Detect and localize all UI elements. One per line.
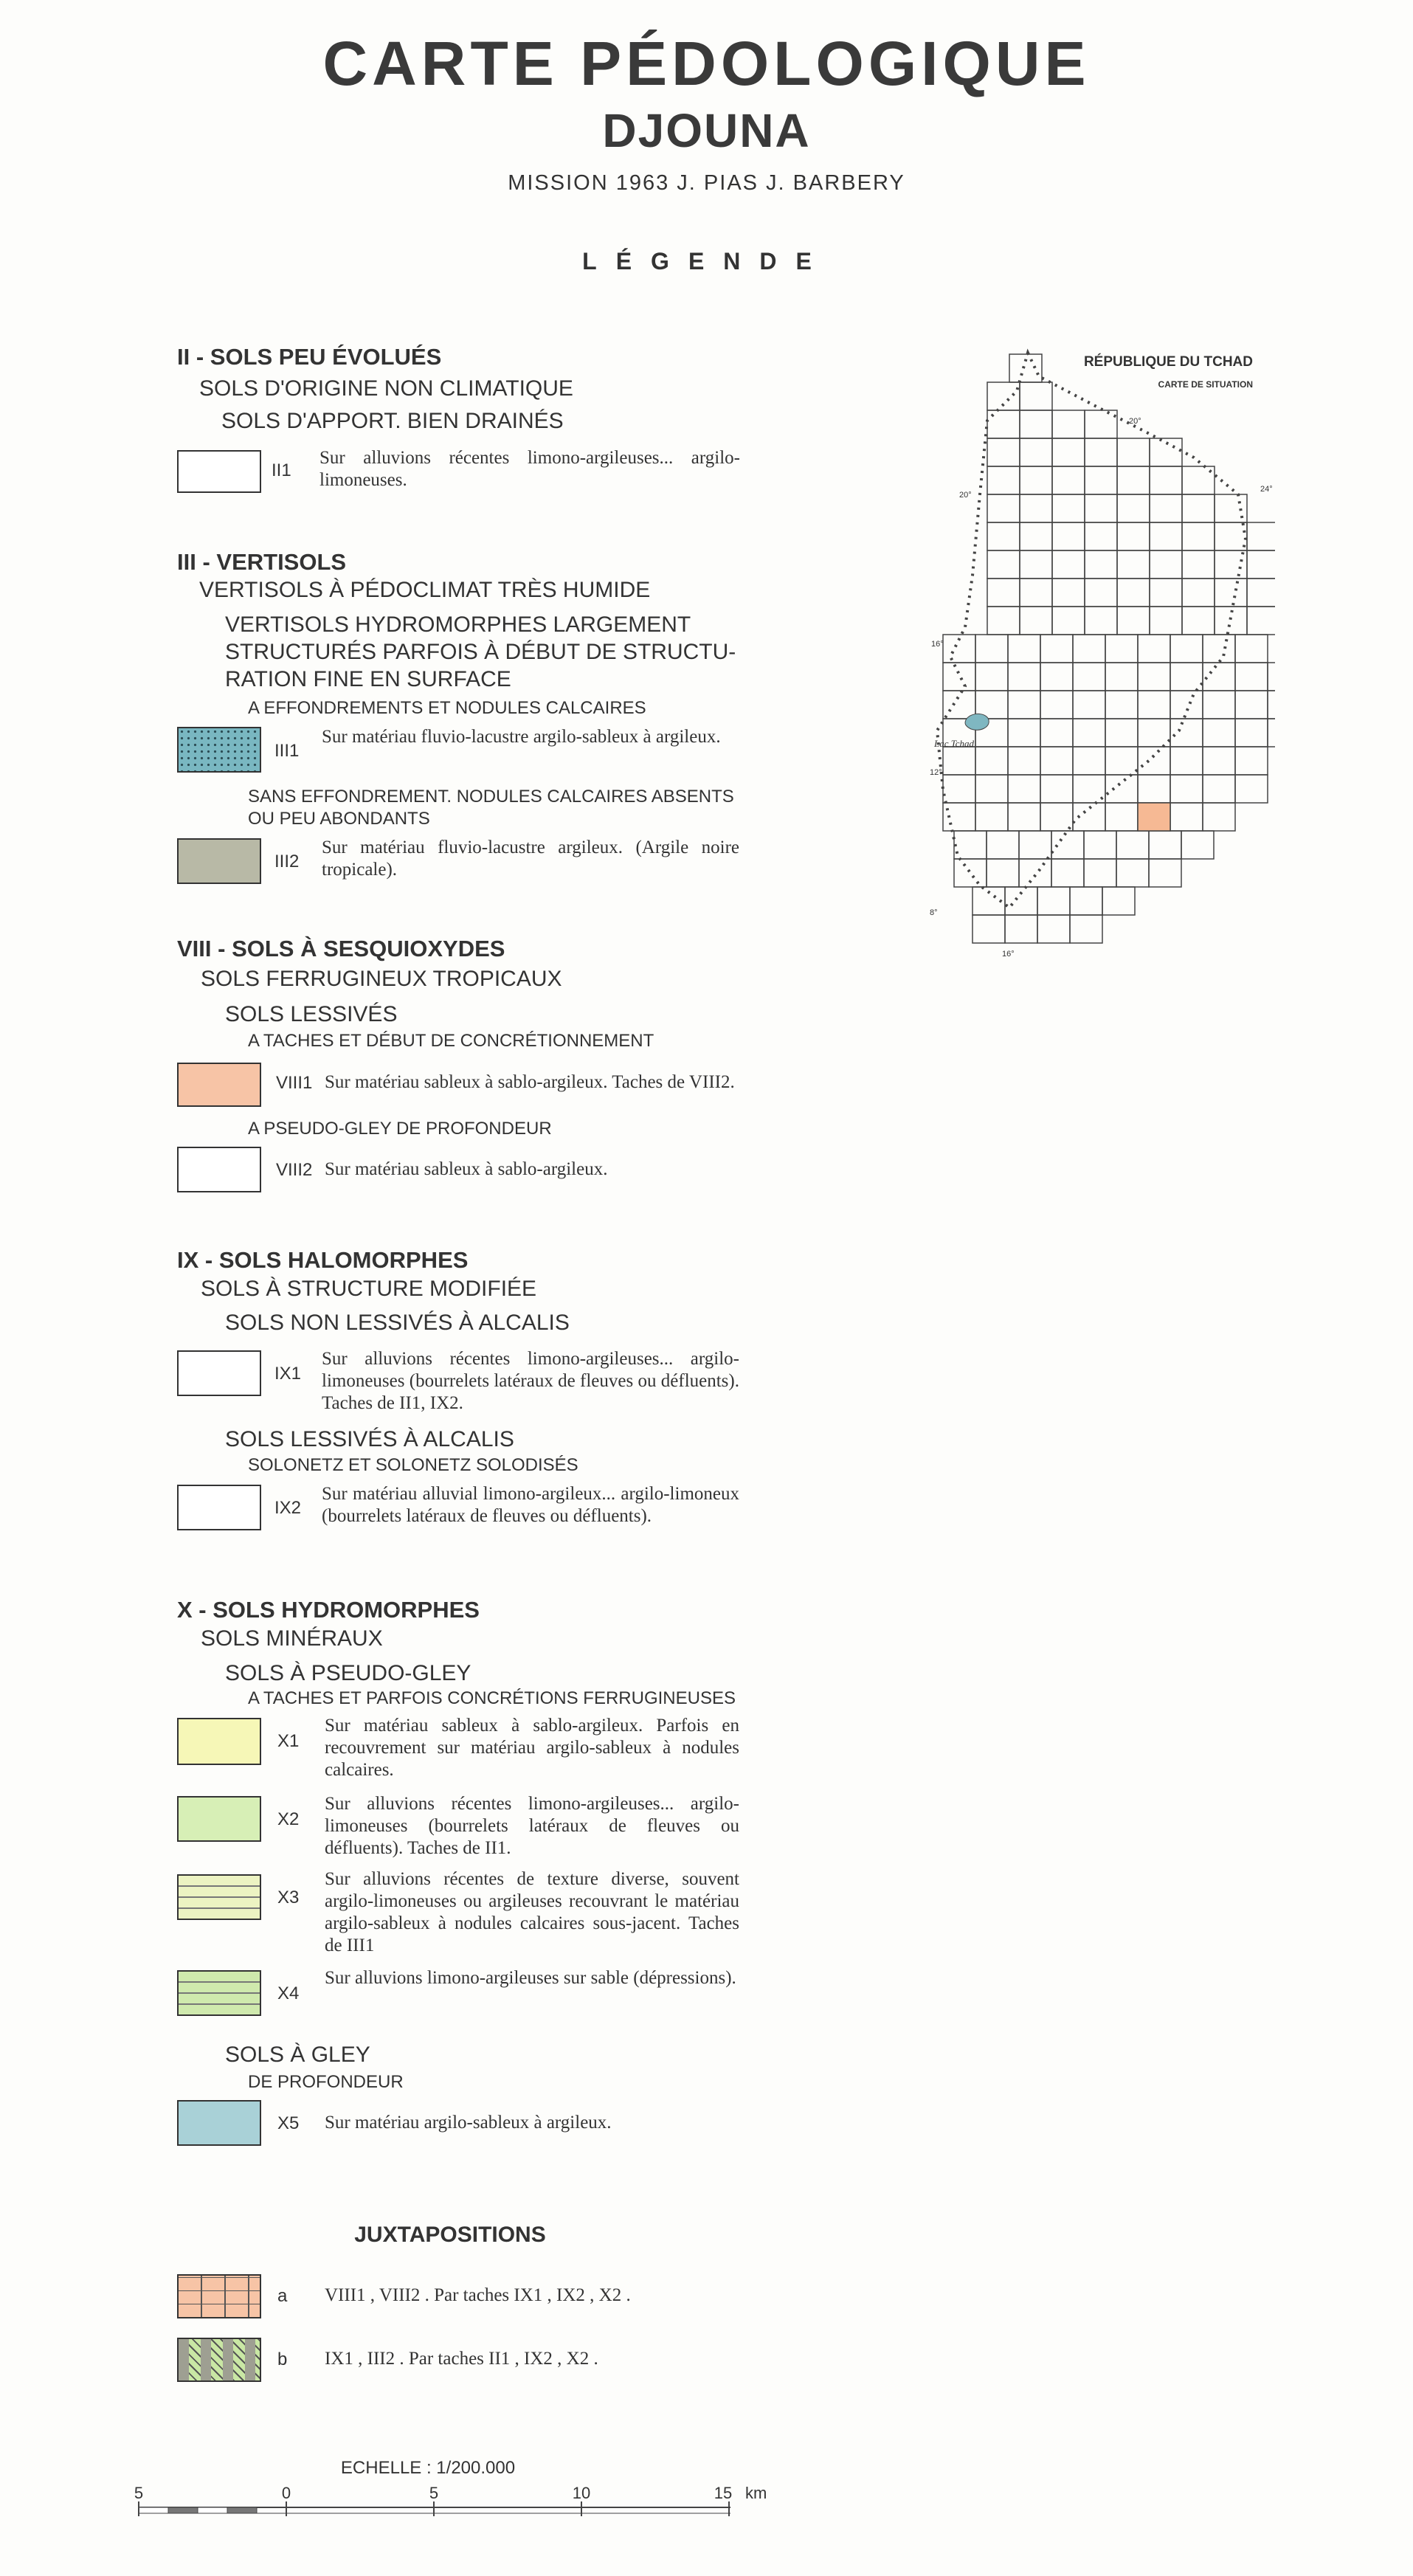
lat-label-12: 12° (930, 768, 942, 777)
scale-tick-label: 10 (572, 2484, 591, 2502)
lon-label-20: 20° (1129, 417, 1141, 426)
map-sheet-cell (1040, 719, 1073, 747)
highlight-sheet-djouna (1138, 803, 1170, 831)
map-sheet-cell (1138, 775, 1170, 803)
legend-swatch-iii1 (177, 727, 261, 773)
map-sheet-cell (1105, 803, 1138, 831)
unit-description: Sur alluvions récentes limono-argileuses... argilo-limoneuses (bourrelets latéraux de fleuves ou défluents). Taches de II1. (325, 1794, 739, 1858)
lake-label: Lac Tchad (934, 738, 975, 749)
class-heading-viii: VIII - SOLS À SESQUIOXYDES (177, 936, 505, 961)
map-sheet-cell (1008, 663, 1040, 691)
map-sheet-cell (1085, 466, 1117, 494)
map-sheet-cell (1102, 887, 1135, 915)
legend-heading: LÉGENDE (582, 248, 831, 274)
legend-swatch-iii2 (177, 838, 261, 884)
unit-description: Sur matériau argilo-sableux à argileux. (325, 2113, 612, 2133)
lat-label-8: 8° (930, 908, 938, 917)
map-sheet-cell (1085, 607, 1117, 635)
map-sheet-cell (1008, 747, 1040, 775)
unit-description: Sur alluvions limono-argileuses sur sable (dépressions). (325, 1968, 736, 1988)
map-sheet-cell (987, 466, 1020, 494)
map-sheet-cell (1020, 494, 1052, 522)
map-sheet-cell (1052, 410, 1085, 438)
unit-code: III2 (274, 852, 300, 871)
mission-line: MISSION 1963 J. PIAS J. BARBERY (508, 171, 905, 195)
map-sheet-cell (1247, 550, 1275, 579)
map-sheet-cell (1182, 579, 1215, 607)
subgroup-heading: A PSEUDO-GLEY DE PROFONDEUR (248, 1119, 552, 1139)
map-sheet-cell (1020, 466, 1052, 494)
map-sheet-cell (1247, 522, 1275, 550)
map-sheet-cell (1040, 803, 1073, 831)
scale-segment (198, 2507, 227, 2513)
map-sheet-cell (1073, 747, 1105, 775)
map-subtitle: DJOUNA (602, 104, 811, 157)
map-sheet-cell (1247, 607, 1275, 635)
map-sheet-cell (1085, 494, 1117, 522)
legend-swatch-x5 (177, 2100, 261, 2146)
map-sheet-cell (975, 775, 1008, 803)
unit-code: III1 (274, 741, 300, 761)
subgroup-heading: OU PEU ABONDANTS (248, 809, 430, 829)
map-sheet-cell (1073, 663, 1105, 691)
legend-swatch-ii1 (177, 450, 261, 493)
unit-code: X5 (277, 2113, 300, 2133)
unit-code: VIII2 (276, 1160, 313, 1180)
map-sheet-cell (1005, 915, 1037, 943)
class-heading-ii: II - SOLS PEU ÉVOLUÉS (177, 344, 442, 370)
map-sheet-cell (1070, 915, 1102, 943)
map-sheet-cell (1105, 691, 1138, 719)
scale-segment (227, 2507, 257, 2513)
map-sheet-cell (1117, 550, 1150, 579)
map-sheet-cell (987, 859, 1019, 887)
map-sheet-cell (1008, 775, 1040, 803)
scale-segment (139, 2507, 168, 2513)
map-sheet-cell (1182, 550, 1215, 579)
unit-code: a (277, 2286, 288, 2306)
map-sheet-cell (1138, 635, 1170, 663)
map-sheet-cell (1235, 747, 1268, 775)
map-sheet-cell (1020, 550, 1052, 579)
map-sheet-cell (1235, 663, 1268, 691)
juxtapositions-heading: JUXTAPOSITIONS (354, 2223, 546, 2247)
map-sheet-cell (1040, 747, 1073, 775)
legend-swatch-x1 (177, 1718, 261, 1765)
map-sheet-cell (1203, 803, 1235, 831)
group-heading: VERTISOLS HYDROMORPHES LARGEMENT (225, 612, 691, 637)
scale-tick-label: 5 (134, 2484, 144, 2502)
map-sheet-cell (1040, 663, 1073, 691)
map-sheet-cell (1170, 663, 1203, 691)
map-title: CARTE PÉDOLOGIQUE (322, 29, 1091, 98)
map-sheet-cell (987, 579, 1020, 607)
map-sheet-cell (954, 859, 987, 887)
situation-inset-map (928, 347, 1275, 959)
subclass-heading: SOLS À STRUCTURE MODIFIÉE (201, 1277, 537, 1301)
map-sheet-cell (1073, 635, 1105, 663)
map-sheet-cell (1170, 803, 1203, 831)
map-sheet-cell (1008, 635, 1040, 663)
unit-code: VIII1 (276, 1073, 313, 1093)
unit-code: X1 (277, 1731, 300, 1751)
legend-swatch-viii1 (177, 1063, 261, 1107)
subclass-heading: VERTISOLS À PÉDOCLIMAT TRÈS HUMIDE (199, 578, 651, 602)
group-heading: SOLS À GLEY (225, 2043, 370, 2067)
map-sheet-cell (1037, 915, 1070, 943)
lat-label-20: 20° (959, 491, 972, 500)
unit-description: VIII1 , VIII2 . Par taches IX1 , IX2 , X2 . (325, 2285, 631, 2305)
map-sheet-cell (1052, 522, 1085, 550)
map-sheet-cell (1170, 691, 1203, 719)
group-heading: SOLS NON LESSIVÉS À ALCALIS (225, 1311, 570, 1335)
map-sheet-cell (1052, 494, 1085, 522)
group-heading: SOLS LESSIVÉS À ALCALIS (225, 1427, 514, 1451)
map-sheet-cell (1105, 635, 1138, 663)
map-sheet-cell (1020, 522, 1052, 550)
map-sheet-cell (1150, 579, 1182, 607)
map-sheet-cell (1117, 522, 1150, 550)
map-sheet-cell (975, 747, 1008, 775)
map-sheet-cell (975, 663, 1008, 691)
map-sheet-cell (1116, 831, 1149, 859)
map-sheet-cell (1170, 775, 1203, 803)
map-sheet-cell (1085, 410, 1117, 438)
map-sheet-cell (987, 522, 1020, 550)
map-sheet-cell (1020, 410, 1052, 438)
lon-label-16: 16° (1002, 950, 1015, 959)
map-sheet-cell (1009, 354, 1042, 382)
class-heading-iii: III - VERTISOLS (177, 549, 347, 575)
legend-swatch-ix2 (177, 1485, 261, 1530)
scale-segment (168, 2507, 198, 2513)
map-sheet-cell (1247, 579, 1275, 607)
map-sheet-cell (1116, 859, 1149, 887)
subgroup-heading: A EFFONDREMENTS ET NODULES CALCAIRES (248, 698, 646, 718)
map-sheet-cell (1085, 579, 1117, 607)
map-sheet-cell (1084, 831, 1116, 859)
map-sheet-cell (943, 663, 975, 691)
inset-map-svg (928, 347, 1275, 959)
map-sheet-cell (1117, 438, 1150, 466)
map-sheet-cell (1203, 691, 1235, 719)
map-sheet-cell (1073, 691, 1105, 719)
unit-description: Sur matériau sableux à sablo-argileux. (325, 1159, 608, 1179)
map-sheet-cell (1170, 719, 1203, 747)
map-sheet-cell (1215, 494, 1247, 522)
map-sheet-cell (943, 775, 975, 803)
map-sheet-cell (1105, 747, 1138, 775)
map-sheet-cell (1040, 775, 1073, 803)
unit-code: b (277, 2349, 288, 2369)
unit-code: X4 (277, 1983, 300, 2003)
map-sheet-cell (972, 915, 1005, 943)
unit-description: Sur alluvions récentes limono-argileuses... argilo-limoneuses (bourrelets latéraux de fleuves ou défluents). Taches de II1, IX2. (322, 1349, 739, 1413)
legend-swatch-juxta-a (177, 2274, 261, 2318)
map-sheet-cell (1085, 550, 1117, 579)
class-heading-x: X - SOLS HYDROMORPHES (177, 1597, 480, 1623)
unit-description: Sur matériau alluvial limono-argileux... argilo-limoneux (bourrelets latéraux de fleuves ou défluents). (322, 1484, 739, 1526)
map-sheet-cell (1268, 691, 1275, 719)
map-sheet-cell (987, 607, 1020, 635)
map-sheet-cell (1150, 607, 1182, 635)
unit-code: IX1 (274, 1364, 302, 1384)
unit-code: IX2 (274, 1498, 302, 1518)
lat-label-16: 16° (931, 640, 944, 649)
map-sheet-cell (1170, 747, 1203, 775)
map-sheet-cell (1203, 719, 1235, 747)
map-sheet-cell (987, 438, 1020, 466)
map-sheet-cell (1215, 550, 1247, 579)
map-sheet-cell (1150, 494, 1182, 522)
map-sheet-cell (1019, 831, 1051, 859)
map-sheet-cell (954, 831, 987, 859)
map-sheet-cell (1019, 859, 1051, 887)
subgroup-heading: DE PROFONDEUR (248, 2072, 404, 2092)
subclass-heading: SOLS MINÉRAUX (201, 1626, 383, 1651)
map-sheet-cell (1052, 550, 1085, 579)
map-sheet-cell (1181, 831, 1214, 859)
subgroup-heading: A TACHES ET PARFOIS CONCRÉTIONS FERRUGINEUSES (248, 1688, 736, 1708)
map-sheet-cell (975, 635, 1008, 663)
subgroup-heading: A TACHES ET DÉBUT DE CONCRÉTIONNEMENT (248, 1031, 654, 1051)
map-sheet-cell (1149, 859, 1181, 887)
country-border (937, 353, 1246, 908)
map-sheet-cell (1037, 887, 1070, 915)
map-sheet-cell (1235, 719, 1268, 747)
map-sheet-cell (975, 803, 1008, 831)
map-sheet-cell (1005, 887, 1037, 915)
map-sheet-cell (1073, 775, 1105, 803)
map-sheet-cell (1138, 663, 1170, 691)
map-sheet-cell (1040, 635, 1073, 663)
map-sheet-cell (1117, 494, 1150, 522)
unit-description: Sur matériau fluvio-lacustre argileux. (Argile noire tropicale). (322, 838, 739, 880)
subgroup-heading: SOLONETZ ET SOLONETZ SOLODISÉS (248, 1455, 578, 1475)
legend-swatch-x3 (177, 1874, 261, 1920)
map-sheet-cell (1070, 887, 1102, 915)
map-sheet-cell (1117, 466, 1150, 494)
unit-description: IX1 , III2 . Par taches II1 , IX2 , X2 . (325, 2349, 598, 2369)
map-sheet-cell (1150, 438, 1182, 466)
map-sheet-cell (1235, 691, 1268, 719)
map-sheet-cell (1085, 438, 1117, 466)
inset-subtitle: CARTE DE SITUATION (1158, 379, 1253, 390)
map-sheet-cell (1020, 607, 1052, 635)
map-sheet-cell (1268, 719, 1275, 747)
map-sheet-cell (1203, 663, 1235, 691)
legend-swatch-juxta-b (177, 2338, 261, 2382)
map-sheet-cell (1182, 607, 1215, 635)
group-heading: SOLS LESSIVÉS (225, 1002, 398, 1026)
scale-tick-label: 0 (281, 2484, 291, 2502)
map-sheet-cell (1182, 522, 1215, 550)
map-sheet-cell (1051, 859, 1084, 887)
map-sheet-cell (1138, 719, 1170, 747)
map-sheet-cell (1008, 803, 1040, 831)
map-sheet-cell (1084, 859, 1116, 887)
group-heading: SOLS D'APPORT. BIEN DRAINÉS (221, 409, 564, 433)
map-sheet-cell (1150, 522, 1182, 550)
unit-description: Sur matériau fluvio-lacustre argilo-sableux à argileux. (322, 727, 721, 747)
legend-swatch-x2 (177, 1796, 261, 1842)
map-sheet-cell (1203, 775, 1235, 803)
group-heading: SOLS À PSEUDO-GLEY (225, 1661, 471, 1685)
map-sheet-cell (987, 494, 1020, 522)
subclass-heading: SOLS FERRUGINEUX TROPICAUX (201, 967, 562, 991)
map-sheet-cell (1105, 775, 1138, 803)
unit-code: X2 (277, 1809, 300, 1829)
group-heading: RATION FINE EN SURFACE (225, 667, 511, 691)
map-sheet-cell (1052, 438, 1085, 466)
map-sheet-cell (987, 550, 1020, 579)
subclass-heading: SOLS D'ORIGINE NON CLIMATIQUE (199, 376, 573, 401)
map-sheet-cell (1008, 719, 1040, 747)
map-sheet-cell (1203, 635, 1235, 663)
legend-swatch-ix1 (177, 1350, 261, 1396)
map-sheet-cell (1040, 691, 1073, 719)
map-sheet-cell (1235, 775, 1268, 803)
map-sheet-cell (1203, 747, 1235, 775)
map-sheet-cell (1150, 466, 1182, 494)
legend-swatch-x4 (177, 1970, 261, 2016)
unit-code: II1 (272, 460, 291, 480)
map-sheet-cell (1138, 691, 1170, 719)
unit-code: X3 (277, 1888, 300, 1907)
scale-label: ECHELLE : 1/200.000 (340, 2458, 516, 2478)
map-sheet-cell (1117, 579, 1150, 607)
map-sheet-cell (1105, 663, 1138, 691)
map-sheet-cell (1085, 522, 1117, 550)
map-sheet-cell (1215, 522, 1247, 550)
unit-description: Sur alluvions récentes limono-argileuses... argilo-limoneuses. (319, 448, 740, 490)
unit-description: Sur alluvions récentes de texture diverse, souvent argilo-limoneuses ou argileuses recouvrant le matériau argilo-sableux à nodules calcaires sous-jacent. Taches de III1 (325, 1869, 739, 1955)
unit-description: Sur matériau sableux à sablo-argileux. Taches de VIII2. (325, 1072, 735, 1092)
map-sheet-cell (1215, 579, 1247, 607)
map-sheet-cell (1052, 466, 1085, 494)
lake-chad (965, 714, 989, 730)
subgroup-heading: SANS EFFONDREMENT. NODULES CALCAIRES ABSENTS (248, 787, 734, 807)
scale-bar-svg (133, 2472, 782, 2524)
legend-swatch-viii2 (177, 1147, 261, 1192)
inset-title: RÉPUBLIQUE DU TCHAD (1083, 354, 1253, 370)
map-sheet-cell (1020, 579, 1052, 607)
class-heading-ix: IX - SOLS HALOMORPHES (177, 1247, 469, 1273)
map-sheet-cell (1170, 635, 1203, 663)
map-sheet-cell (1268, 663, 1275, 691)
map-sheet-cell (1117, 607, 1150, 635)
map-sheet-cell (943, 691, 975, 719)
scale-tick-label: 5 (429, 2484, 439, 2502)
map-sheet-cell (943, 747, 975, 775)
map-sheet-cell (1008, 691, 1040, 719)
lon-label-24: 24° (1260, 485, 1273, 494)
map-sheet-cell (1235, 635, 1268, 663)
map-sheet-cell (1105, 719, 1138, 747)
map-sheet-cell (987, 831, 1019, 859)
map-sheet-cell (1073, 719, 1105, 747)
map-sheet-cell (1052, 607, 1085, 635)
map-sheet-cell (1150, 550, 1182, 579)
map-sheet-cell (1020, 382, 1052, 410)
map-sheet-cell (1138, 747, 1170, 775)
unit-description: Sur matériau sableux à sablo-argileux. Parfois en recouvrement sur matériau argilo-sableux à nodules calcaires. (325, 1716, 739, 1780)
map-sheet-cell (1182, 494, 1215, 522)
map-sheet-cell (1149, 831, 1181, 859)
map-sheet-cell (1020, 438, 1052, 466)
scale-unit: km (745, 2484, 767, 2502)
map-sheet-cell (1052, 579, 1085, 607)
scale-tick-label: 15 (714, 2484, 733, 2502)
group-heading: STRUCTURÉS PARFOIS À DÉBUT DE STRUCTU- (225, 640, 736, 664)
scale-bar (133, 2472, 782, 2524)
